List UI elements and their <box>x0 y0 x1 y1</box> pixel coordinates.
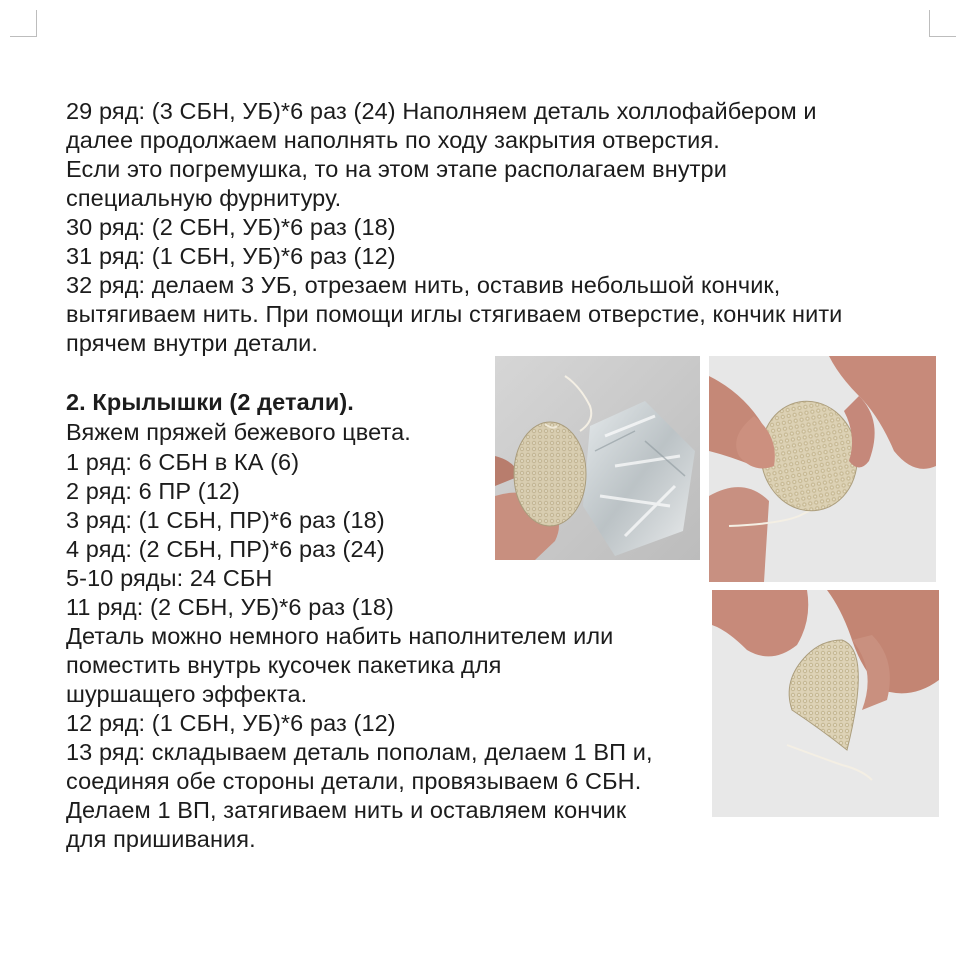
text-line: шуршащего эффекта. <box>66 681 308 707</box>
text-line: Делаем 1 ВП, затягиваем нить и оставляем кончик <box>66 797 627 823</box>
section-heading: 2. Крылышки (2 детали). <box>66 389 354 415</box>
text-line: далее продолжаем наполнять по ходу закрытия отверстия. <box>66 127 720 153</box>
text-line: вытягиваем нить. При помощи иглы стягиваем отверстие, кончик нити <box>66 301 843 327</box>
text-line: 2 ряд: 6 ПР (12) <box>66 478 240 504</box>
text-line: 4 ряд: (2 СБН, ПР)*6 раз (24) <box>66 536 385 562</box>
text-line: 1 ряд: 6 СБН в КА (6) <box>66 449 300 475</box>
text-line: прячем внутри детали. <box>66 330 318 356</box>
text-line: специальную фурнитуру. <box>66 185 342 211</box>
text-line: Если это погремушка, то на этом этапе располагаем внутри <box>66 156 727 182</box>
text-line: 31 ряд: (1 СБН, УБ)*6 раз (12) <box>66 243 396 269</box>
text-line: 12 ряд: (1 СБН, УБ)*6 раз (12) <box>66 710 396 736</box>
crochet-wing-held-in-fingers-photo <box>709 356 936 582</box>
text-line: соединяя обе стороны детали, провязываем 6 СБН. <box>66 768 642 794</box>
text-line: для пришивания. <box>66 826 256 852</box>
text-line: 13 ряд: складываем деталь пополам, делаем 1 ВП и, <box>66 739 653 765</box>
page-corner-mark-top-left <box>10 10 37 37</box>
text-line: 3 ряд: (1 СБН, ПР)*6 раз (18) <box>66 507 385 533</box>
text-line: 11 ряд: (2 СБН, УБ)*6 раз (18) <box>66 594 394 620</box>
text-line: 32 ряд: делаем 3 УБ, отрезаем нить, оставив небольшой кончик, <box>66 272 781 298</box>
text-line: 5-10 ряды: 24 СБН <box>66 565 273 591</box>
text-line: 30 ряд: (2 СБН, УБ)*6 раз (18) <box>66 214 396 240</box>
text-line: Деталь можно немного набить наполнителем или <box>66 623 614 649</box>
text-line: 29 ряд: (3 СБН, УБ)*6 раз (24) Наполняем деталь холлофайбером и <box>66 98 817 124</box>
text-line: поместить внутрь кусочек пакетика для <box>66 652 502 678</box>
folded-crochet-wing-photo <box>712 590 939 817</box>
text-line: Вяжем пряжей бежевого цвета. <box>66 419 411 445</box>
crochet-wing-with-plastic-bag-photo <box>495 356 700 560</box>
page-corner-mark-top-right <box>929 10 956 37</box>
